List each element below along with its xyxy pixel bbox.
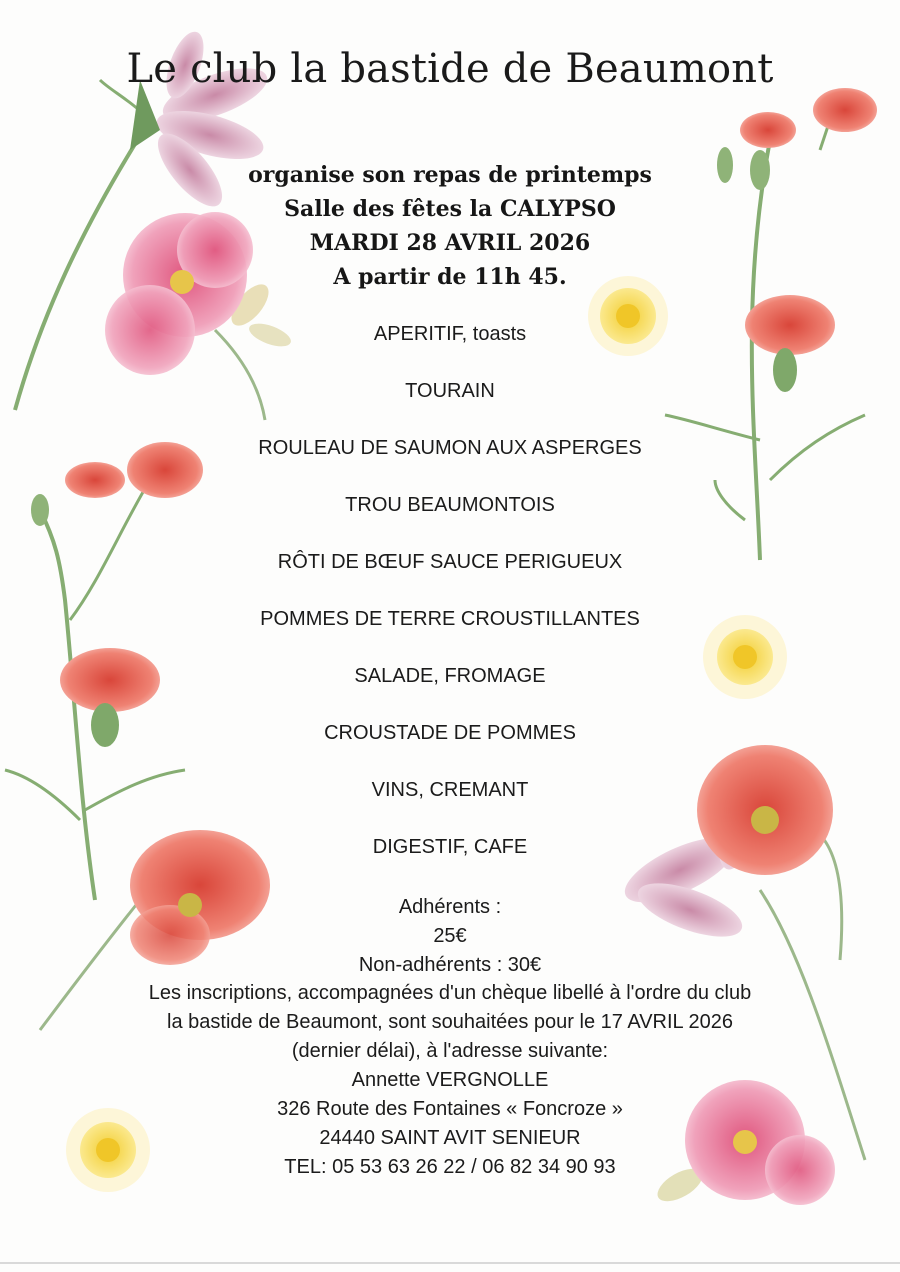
members-price: 25€ xyxy=(433,925,467,947)
menu-item: POMMES DE TERRE CROUSTILLANTES xyxy=(260,608,640,630)
price-block xyxy=(0,893,900,980)
page-edge-line xyxy=(0,1262,900,1264)
menu-item: ROULEAU DE SAUMON AUX ASPERGES xyxy=(258,437,642,459)
contact-phone: TEL: 05 53 63 26 22 / 06 82 34 90 93 xyxy=(284,1156,616,1178)
contact-city: 24440 SAINT AVIT SENIEUR xyxy=(319,1127,581,1149)
registration-info xyxy=(0,979,900,1182)
menu-item: CROUSTADE DE POMMES xyxy=(324,722,576,744)
registration-line: (dernier délai), à l'adresse suivante: xyxy=(291,1040,609,1062)
registration-line: la bastide de Beaumont, sont souhaitées pour le 17 AVRIL 2026 xyxy=(167,1011,733,1033)
menu-item: TOURAIN xyxy=(405,380,495,402)
contact-name: Annette VERGNOLLE xyxy=(351,1069,549,1091)
intro-line: organise son repas de printemps xyxy=(248,162,652,188)
menu-item: TROU BEAUMONTOIS xyxy=(345,494,555,516)
menu-item: APERITIF, toasts xyxy=(373,323,527,345)
venue-line: Salle des fêtes la CALYPSO xyxy=(284,196,616,222)
menu-item: DIGESTIF, CAFE xyxy=(372,836,528,858)
menu-list xyxy=(0,320,900,890)
menu-item: SALADE, FROMAGE xyxy=(354,665,546,687)
registration-line: Les inscriptions, accompagnées d'un chèque libellé à l'ordre du club xyxy=(148,982,752,1004)
date-line: MARDI 28 AVRIL 2026 xyxy=(309,230,591,256)
menu-item: VINS, CREMANT xyxy=(371,779,529,801)
members-label: Adhérents : xyxy=(398,896,502,918)
non-members-price: Non-adhérents : 30€ xyxy=(358,954,542,976)
page-title: Le club la bastide de Beaumont xyxy=(126,46,774,92)
menu-item: RÔTI DE BŒUF SAUCE PERIGUEUX xyxy=(277,551,623,573)
time-line: A partir de 11h 45. xyxy=(333,264,567,290)
contact-street: 326 Route des Fontaines « Foncroze » xyxy=(277,1098,623,1120)
event-intro xyxy=(0,158,900,294)
